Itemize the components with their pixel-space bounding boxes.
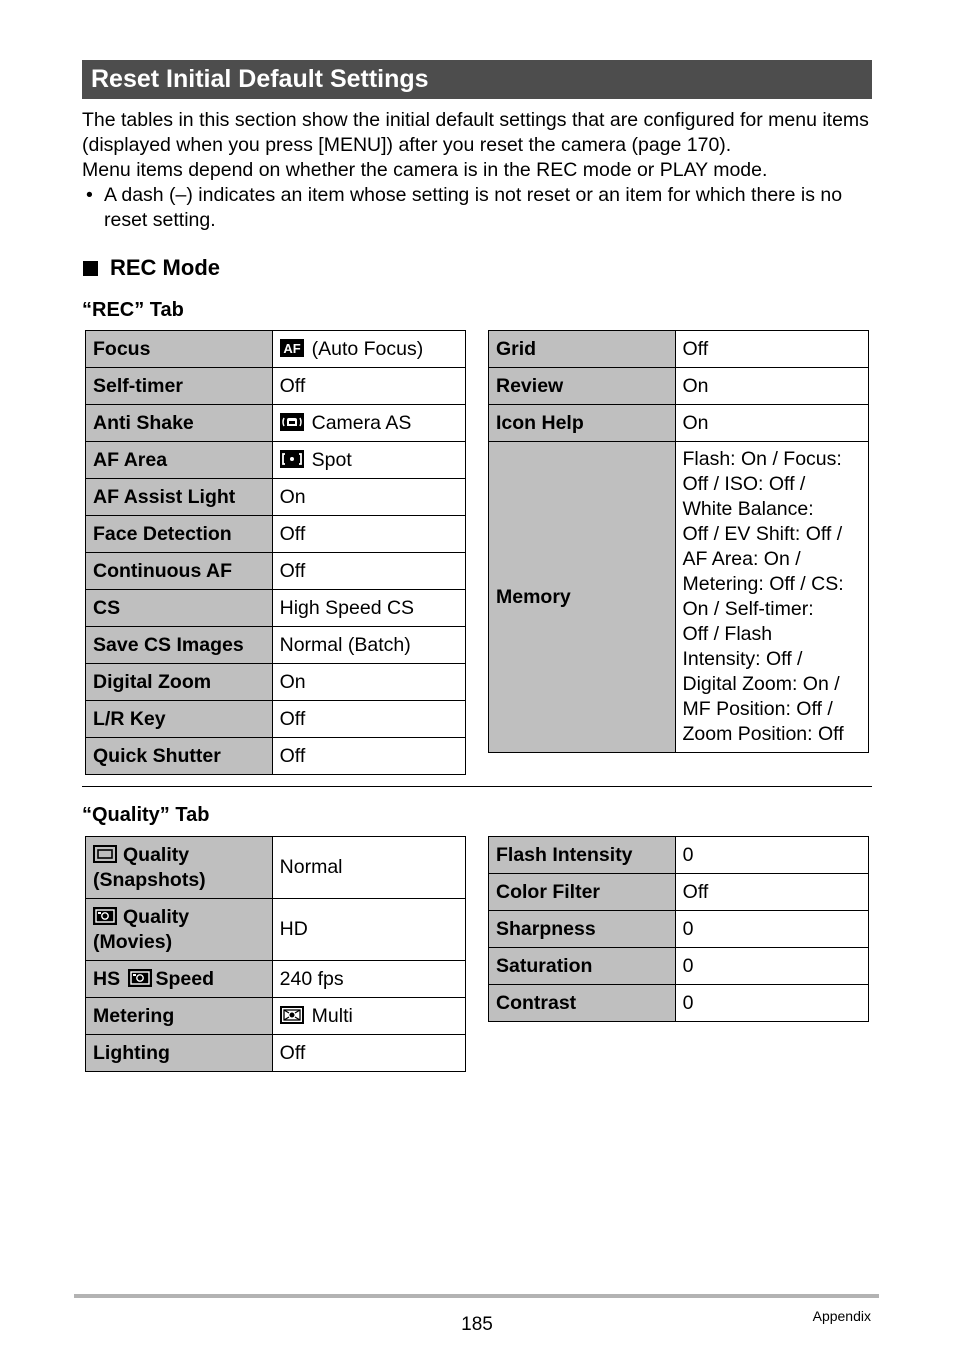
setting-key: Metering	[86, 998, 273, 1035]
table-row	[86, 590, 466, 627]
setting-value: Off	[272, 701, 465, 738]
table-row	[86, 627, 466, 664]
setting-value: 0	[675, 911, 868, 948]
table-row	[86, 368, 466, 405]
memory-line: On / Self-timer:	[682, 598, 814, 620]
movie-icon	[93, 907, 117, 925]
setting-key: Review	[489, 368, 676, 405]
setting-value: 0	[675, 837, 868, 874]
key-text: HS	[93, 967, 121, 990]
rec-tab-label: “REC” Tab	[82, 299, 184, 321]
memory-line: Off / ISO: Off /	[682, 473, 806, 495]
setting-value	[272, 442, 465, 479]
table-row	[489, 331, 869, 368]
square-bullet-icon	[83, 261, 98, 276]
setting-key: CS	[86, 590, 273, 627]
table-row	[86, 405, 466, 442]
movie-icon	[128, 969, 152, 987]
table-row	[86, 998, 466, 1035]
setting-value	[272, 331, 465, 368]
setting-value: High Speed CS	[272, 590, 465, 627]
setting-key: Self-timer	[86, 368, 273, 405]
setting-key	[86, 961, 273, 998]
table-row	[86, 479, 466, 516]
setting-value: Off	[675, 874, 868, 911]
setting-value	[272, 405, 465, 442]
af-icon	[280, 339, 304, 357]
anti-shake-value: Camera AS	[311, 411, 412, 434]
metering-value: Multi	[311, 1004, 353, 1027]
memory-value	[675, 442, 869, 753]
memory-line: White Balance:	[682, 498, 814, 520]
setting-value: On	[272, 664, 465, 701]
bullet-dot: •	[86, 184, 93, 206]
quality-tab-left-table	[85, 836, 466, 1072]
intro-paragraph-2: Menu items depend on whether the camera is in the REC mode or PLAY mode.	[82, 159, 768, 181]
table-row	[489, 442, 869, 753]
setting-key: Saturation	[489, 948, 676, 985]
rec-tab-right-table	[488, 330, 869, 753]
setting-key: Flash Intensity	[489, 837, 676, 874]
intro-bullet	[86, 183, 872, 233]
table-row	[86, 442, 466, 479]
setting-value: On	[675, 405, 869, 442]
table-row	[86, 553, 466, 590]
af-area-value: Spot	[311, 448, 352, 471]
setting-key: Continuous AF	[86, 553, 273, 590]
setting-key	[86, 899, 273, 961]
setting-key	[86, 837, 273, 899]
table-row	[86, 701, 466, 738]
key-text: Quality	[123, 905, 190, 928]
setting-key: Quick Shutter	[86, 738, 273, 775]
setting-value	[272, 998, 465, 1035]
table-row	[489, 911, 869, 948]
setting-value: Off	[272, 516, 465, 553]
setting-value: Normal	[272, 837, 465, 899]
setting-value: HD	[272, 899, 465, 961]
table-row	[86, 738, 466, 775]
memory-line: Digital Zoom: On /	[682, 673, 840, 695]
setting-value: 0	[675, 948, 868, 985]
memory-line: AF Area: On /	[682, 548, 801, 570]
table-row	[489, 985, 869, 1022]
setting-key: Digital Zoom	[86, 664, 273, 701]
key-line: (Movies)	[93, 930, 173, 953]
svg-text:AF: AF	[282, 341, 301, 357]
table-row	[86, 1035, 466, 1072]
memory-line: Flash: On / Focus:	[682, 448, 842, 470]
key-line: (Snapshots)	[93, 868, 206, 891]
setting-key: Color Filter	[489, 874, 676, 911]
quality-tab-label: “Quality” Tab	[82, 804, 210, 826]
setting-key: Sharpness	[489, 911, 676, 948]
setting-value: Off	[272, 738, 465, 775]
table-row	[489, 368, 869, 405]
setting-key: Anti Shake	[86, 405, 273, 442]
page-number: 185	[461, 1314, 493, 1335]
focus-value: (Auto Focus)	[311, 337, 424, 360]
quality-tab-right-table	[488, 836, 869, 1022]
table-row	[86, 961, 466, 998]
memory-line: MF Position: Off /	[682, 698, 833, 720]
camera-as-icon	[280, 413, 304, 431]
footer-divider	[74, 1294, 879, 1298]
table-row	[86, 664, 466, 701]
rec-tab-left-table	[85, 330, 466, 775]
snapshot-icon	[93, 845, 117, 863]
setting-key: AF Area	[86, 442, 273, 479]
setting-key: Save CS Images	[86, 627, 273, 664]
table-row	[489, 948, 869, 985]
table-row	[86, 837, 466, 899]
section-name: Appendix	[812, 1308, 871, 1324]
memory-line: Zoom Position: Off	[682, 723, 844, 745]
table-row	[489, 874, 869, 911]
memory-line: Off / EV Shift: Off /	[682, 523, 843, 545]
page-title: Reset Initial Default Settings	[82, 60, 872, 99]
memory-line: Off / Flash	[682, 623, 773, 645]
bullet-text: A dash (–) indicates an item whose setting is not reset or an item for which there is no reset setting.	[104, 184, 843, 231]
memory-line: Intensity: Off /	[682, 648, 803, 670]
multi-metering-icon	[280, 1006, 304, 1024]
setting-key: AF Assist Light	[86, 479, 273, 516]
table-row	[489, 405, 869, 442]
memory-line: Metering: Off / CS:	[682, 573, 844, 595]
rec-mode-heading-text: REC Mode	[110, 255, 220, 280]
spot-icon	[280, 450, 304, 468]
setting-key: Memory	[489, 442, 676, 753]
table-row	[86, 331, 466, 368]
table-row	[489, 837, 869, 874]
setting-value: Off	[675, 331, 869, 368]
setting-key: Icon Help	[489, 405, 676, 442]
setting-key: Contrast	[489, 985, 676, 1022]
rec-mode-heading	[83, 255, 220, 281]
table-row	[86, 899, 466, 961]
setting-value: 240 fps	[272, 961, 465, 998]
setting-key: Focus	[86, 331, 273, 368]
table-row	[86, 516, 466, 553]
key-text: Speed	[155, 967, 215, 990]
setting-value: Off	[272, 368, 465, 405]
setting-key: Face Detection	[86, 516, 273, 553]
key-line	[93, 843, 265, 868]
setting-value: Off	[272, 1035, 465, 1072]
setting-key: L/R Key	[86, 701, 273, 738]
setting-value: On	[272, 479, 465, 516]
key-text: Quality	[123, 843, 190, 866]
setting-value: Normal (Batch)	[272, 627, 465, 664]
section-divider	[82, 786, 872, 787]
intro-paragraph-1: The tables in this section show the initial default settings that are configured for menu items (displayed when you press [MENU]) after you reset the camera (page 170).	[82, 109, 869, 156]
setting-key: Grid	[489, 331, 676, 368]
setting-value: On	[675, 368, 869, 405]
setting-value: 0	[675, 985, 868, 1022]
key-line	[93, 905, 265, 930]
intro-text	[82, 108, 872, 233]
setting-value: Off	[272, 553, 465, 590]
setting-key: Lighting	[86, 1035, 273, 1072]
